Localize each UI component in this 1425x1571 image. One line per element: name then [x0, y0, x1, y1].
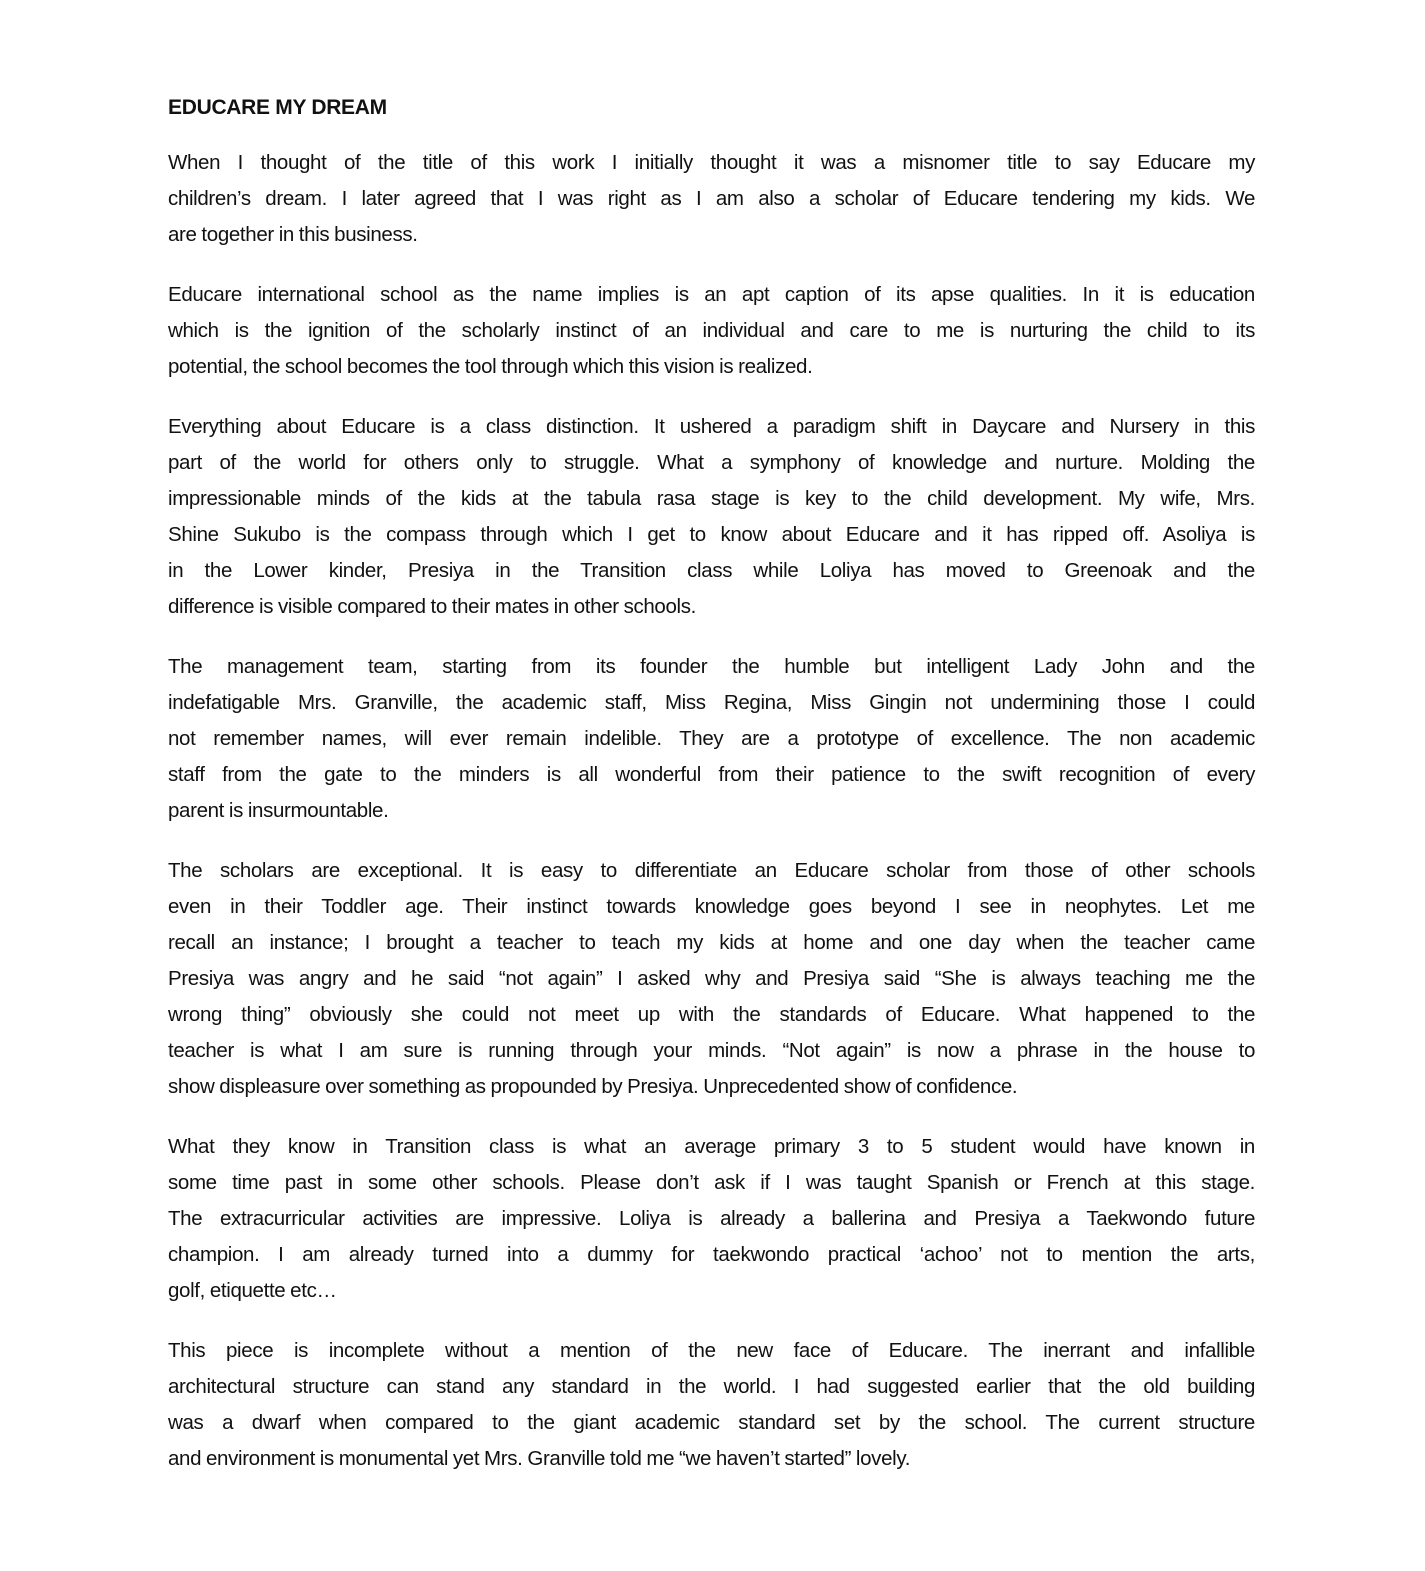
text-line: champion. I am already turned into a dummy for taekwondo practical ‘achoo’ not to mention the arts, — [168, 1243, 1255, 1266]
text-line: and environment is monumental yet Mrs. Granville told me “we haven’t started” lovely. — [168, 1447, 911, 1470]
paragraph-4 — [168, 649, 1255, 829]
text-line: Presiya was angry and he said “not again” I asked why and Presiya said “She is always teaching me the — [168, 967, 1255, 990]
paragraph-1 — [168, 145, 1255, 253]
text-line: not remember names, will ever remain indelible. They are a prototype of excellence. The non academic — [168, 727, 1255, 750]
paragraph-2 — [168, 277, 1255, 385]
text-line: show displeasure over something as propounded by Presiya. Unprecedented show of confidence. — [168, 1075, 1018, 1098]
text-line: parent is insurmountable. — [168, 799, 389, 822]
text-line: staff from the gate to the minders is all wonderful from their patience to the swift recognition of every — [168, 763, 1255, 786]
text-line: which is the ignition of the scholarly instinct of an individual and care to me is nurturing the child to its — [168, 319, 1255, 342]
text-line: recall an instance; I brought a teacher to teach my kids at home and one day when the teacher came — [168, 931, 1255, 954]
text-line: wrong thing” obviously she could not meet up with the standards of Educare. What happened to the — [168, 1003, 1255, 1026]
text-line: Educare international school as the name implies is an apt caption of its apse qualities. In it is education — [168, 283, 1255, 306]
text-line: teacher is what I am sure is running through your minds. “Not again” is now a phrase in the house to — [168, 1039, 1255, 1062]
text-line: When I thought of the title of this work I initially thought it was a misnomer title to say Educare my — [168, 151, 1255, 174]
text-line: difference is visible compared to their mates in other schools. — [168, 595, 696, 618]
text-line: some time past in some other schools. Please don’t ask if I was taught Spanish or French at this stage. — [168, 1171, 1255, 1194]
text-line: What they know in Transition class is what an average primary 3 to 5 student would have known in — [168, 1135, 1255, 1158]
text-line: indefatigable Mrs. Granville, the academic staff, Miss Regina, Miss Gingin not undermining those I could — [168, 691, 1255, 714]
text-line: The scholars are exceptional. It is easy to differentiate an Educare scholar from those of other schools — [168, 859, 1255, 882]
text-line: The extracurricular activities are impressive. Loliya is already a ballerina and Presiya a Taekwondo future — [168, 1207, 1255, 1230]
paragraph-6 — [168, 1129, 1255, 1309]
text-line: are together in this business. — [168, 223, 418, 246]
document-title: EDUCARE MY DREAM — [168, 96, 387, 119]
text-line: golf, etiquette etc… — [168, 1279, 337, 1302]
text-line: part of the world for others only to struggle. What a symphony of knowledge and nurture. Molding the — [168, 451, 1255, 474]
text-line: potential, the school becomes the tool through which this vision is realized. — [168, 355, 813, 378]
paragraph-7 — [168, 1333, 1255, 1477]
text-line: children’s dream. I later agreed that I was right as I am also a scholar of Educare tendering my kids. We — [168, 187, 1255, 210]
text-line: in the Lower kinder, Presiya in the Transition class while Loliya has moved to Greenoak and the — [168, 559, 1255, 582]
text-line: Shine Sukubo is the compass through which I get to know about Educare and it has ripped off. Asoliya is — [168, 523, 1255, 546]
text-line: even in their Toddler age. Their instinct towards knowledge goes beyond I see in neophytes. Let me — [168, 895, 1255, 918]
text-line: The management team, starting from its founder the humble but intelligent Lady John and the — [168, 655, 1255, 678]
text-line: impressionable minds of the kids at the tabula rasa stage is key to the child development. My wife, Mrs. — [168, 487, 1255, 510]
document-page — [168, 93, 1255, 1501]
text-line: architectural structure can stand any standard in the world. I had suggested earlier that the old building — [168, 1375, 1255, 1398]
paragraph-3 — [168, 409, 1255, 625]
text-line: was a dwarf when compared to the giant academic standard set by the school. The current structure — [168, 1411, 1255, 1434]
text-line: This piece is incomplete without a mention of the new face of Educare. The inerrant and infallible — [168, 1339, 1255, 1362]
paragraph-5 — [168, 853, 1255, 1105]
text-line: Everything about Educare is a class distinction. It ushered a paradigm shift in Daycare and Nursery in this — [168, 415, 1255, 438]
